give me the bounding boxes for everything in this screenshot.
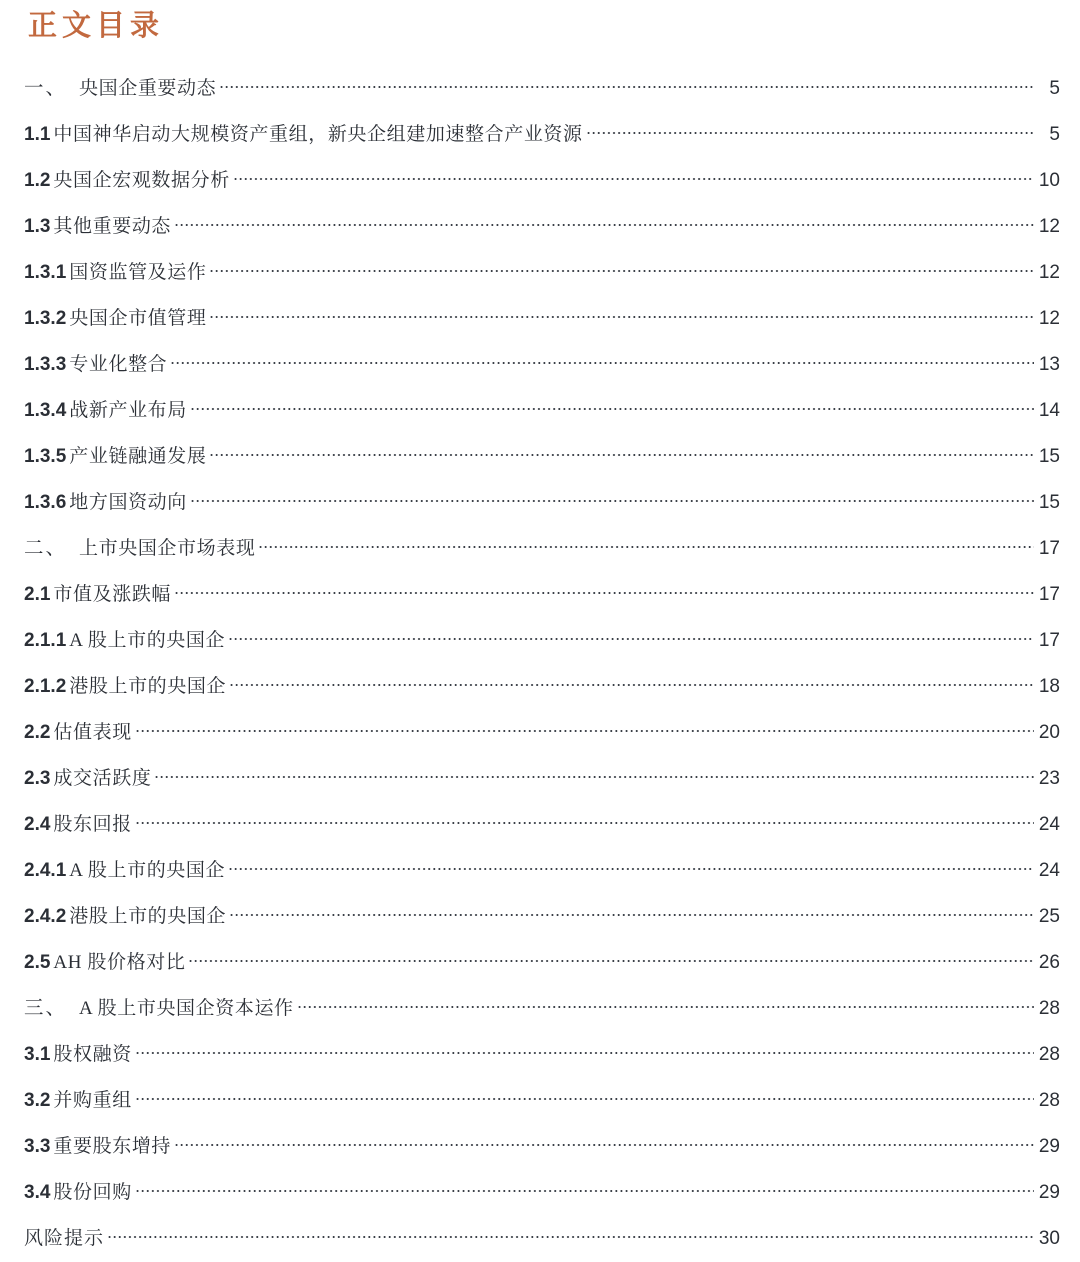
toc-entry-label (24, 158, 232, 204)
toc-entry-number: 2.4 (24, 814, 51, 835)
toc-entry-label (24, 1216, 106, 1262)
toc-entry-page-number: 28 (1038, 1090, 1060, 1111)
toc-entry-number: 2.1.2 (24, 676, 67, 697)
toc-entry[interactable] (24, 802, 1060, 848)
toc-entry[interactable] (24, 1216, 1060, 1262)
toc-entry-label (24, 296, 208, 342)
toc-entry-label (24, 434, 208, 480)
toc-dot-leader (209, 308, 1034, 324)
toc-entry-number: 2.3 (24, 768, 51, 789)
toc-dot-leader (228, 860, 1034, 876)
toc-dot-leader (154, 768, 1034, 784)
toc-entry[interactable] (24, 848, 1060, 894)
toc-entry-label (24, 894, 228, 940)
toc-entry-text: 央国企宏观数据分析 (53, 170, 230, 191)
toc-entry-number: 1.3.5 (24, 446, 67, 467)
toc-entry-text: 风险提示 (24, 1228, 105, 1249)
toc-entry-label (24, 664, 228, 710)
toc-entry-number: 3.2 (24, 1090, 51, 1111)
toc-entry-number: 1.3.2 (24, 308, 67, 329)
toc-entry-marker: 一、 (24, 78, 68, 99)
toc-dot-leader (219, 78, 1034, 94)
toc-entry[interactable] (24, 894, 1060, 940)
toc-entry-page-number: 13 (1038, 354, 1060, 375)
toc-entry-text: 并购重组 (53, 1090, 132, 1111)
toc-entry-label (24, 940, 187, 986)
toc-entry-text: 央国企市值管理 (69, 308, 207, 329)
toc-entry-label (24, 848, 227, 894)
toc-entry-text: 港股上市的央国企 (69, 676, 227, 697)
toc-entry-text: A 股上市央国企资本运作 (79, 998, 294, 1019)
toc-entry-page-number: 17 (1038, 630, 1060, 651)
toc-entry-text: A 股上市的央国企 (69, 860, 226, 881)
toc-dot-leader (229, 906, 1034, 922)
toc-entry[interactable] (24, 710, 1060, 756)
toc-entry-label (24, 756, 153, 802)
toc-entry-text: 股东回报 (53, 814, 132, 835)
toc-entry-number: 1.1 (24, 124, 51, 145)
toc-entry-page-number: 26 (1038, 952, 1060, 973)
toc-dot-leader (135, 1090, 1034, 1106)
toc-dot-leader (233, 170, 1034, 186)
toc-entry-page-number: 28 (1038, 1044, 1060, 1065)
toc-entry[interactable] (24, 1032, 1060, 1078)
toc-dot-leader (190, 400, 1034, 416)
toc-entry[interactable] (24, 434, 1060, 480)
toc-entry[interactable] (24, 66, 1060, 112)
toc-entry[interactable] (24, 526, 1060, 572)
toc-entry-page-number: 5 (1049, 78, 1060, 99)
toc-entry[interactable] (24, 342, 1060, 388)
toc-dot-leader (190, 492, 1034, 508)
toc-entry-page-number: 17 (1038, 538, 1060, 559)
toc-entry-page-number: 29 (1038, 1136, 1060, 1157)
toc-entry-number: 2.4.2 (24, 906, 67, 927)
toc-entry-number: 1.3 (24, 216, 51, 237)
toc-entry-text: AH 股价格对比 (53, 952, 186, 973)
toc-entry-label (24, 710, 134, 756)
toc-entry[interactable] (24, 1078, 1060, 1124)
toc-dot-leader (188, 952, 1034, 968)
toc-entry-text: A 股上市的央国企 (69, 630, 226, 651)
toc-entry-page-number: 30 (1038, 1228, 1060, 1249)
toc-entry-label (24, 388, 189, 434)
toc-entry-label (24, 618, 227, 664)
page-title: 正文目录 (28, 10, 165, 42)
toc-entry-page-number: 5 (1049, 124, 1060, 145)
toc-entry-text: 国资监管及运作 (69, 262, 207, 283)
toc-entry-text: 成交活跃度 (53, 768, 152, 789)
toc-entry[interactable] (24, 1124, 1060, 1170)
toc-entry-label (24, 572, 173, 618)
toc-entry[interactable] (24, 250, 1060, 296)
toc-entry-label (24, 66, 218, 112)
toc-entry-number: 1.2 (24, 170, 51, 191)
toc-entry-number: 2.2 (24, 722, 51, 743)
toc-dot-leader (258, 538, 1034, 554)
toc-entry-page-number: 15 (1038, 446, 1060, 467)
toc-entry-text: 央国企重要动态 (79, 78, 217, 99)
toc-entry-page-number: 28 (1038, 998, 1060, 1019)
toc-entry-label (24, 250, 208, 296)
toc-entry[interactable] (24, 204, 1060, 250)
toc-entry-text: 上市央国企市场表现 (79, 538, 256, 559)
toc-dot-leader (228, 630, 1034, 646)
toc-entry-page-number: 15 (1038, 492, 1060, 513)
toc-entry-number: 2.1.1 (24, 630, 67, 651)
toc-entry-label (24, 1032, 134, 1078)
table-of-contents (24, 66, 1060, 1262)
toc-entry-page-number: 20 (1038, 722, 1060, 743)
toc-entry-text: 产业链融通发展 (69, 446, 207, 467)
toc-entry-text: 股权融资 (53, 1044, 132, 1065)
toc-entry-page-number: 24 (1038, 860, 1060, 881)
toc-entry-label (24, 112, 585, 158)
toc-entry[interactable] (24, 618, 1060, 664)
toc-entry-text: 中国神华启动大规模资产重组，新央企组建加速整合产业资源 (53, 124, 583, 145)
toc-entry-label (24, 1170, 134, 1216)
toc-entry-label (24, 480, 189, 526)
toc-entry[interactable] (24, 756, 1060, 802)
toc-entry-marker: 三、 (24, 998, 68, 1019)
toc-dot-leader (174, 1136, 1034, 1152)
toc-dot-leader (174, 584, 1034, 600)
toc-entry-number: 2.1 (24, 584, 51, 605)
toc-entry-page-number: 18 (1038, 676, 1060, 697)
toc-entry-text: 其他重要动态 (53, 216, 172, 237)
toc-dot-leader (174, 216, 1034, 232)
toc-dot-leader (297, 998, 1034, 1014)
toc-entry[interactable] (24, 1170, 1060, 1216)
toc-entry[interactable] (24, 296, 1060, 342)
toc-entry-number: 1.3.1 (24, 262, 67, 283)
toc-dot-leader (586, 124, 1034, 140)
toc-entry-label (24, 802, 134, 848)
toc-entry-marker: 二、 (24, 538, 68, 559)
toc-entry-page-number: 10 (1038, 170, 1060, 191)
toc-entry-label (24, 526, 257, 572)
toc-entry-page-number: 29 (1038, 1182, 1060, 1203)
toc-dot-leader (135, 722, 1034, 738)
toc-entry-number: 3.3 (24, 1136, 51, 1157)
toc-entry-text: 市值及涨跌幅 (53, 584, 172, 605)
toc-entry-label (24, 1078, 134, 1124)
toc-entry-page-number: 12 (1038, 262, 1060, 283)
toc-entry-number: 2.4.1 (24, 860, 67, 881)
toc-entry-label (24, 342, 169, 388)
toc-entry-text: 专业化整合 (69, 354, 168, 375)
toc-entry-number: 1.3.3 (24, 354, 67, 375)
toc-dot-leader (229, 676, 1034, 692)
toc-entry-label (24, 204, 173, 250)
toc-entry-number: 3.1 (24, 1044, 51, 1065)
toc-entry-page-number: 12 (1038, 308, 1060, 329)
toc-entry-text: 地方国资动向 (69, 492, 187, 513)
toc-dot-leader (209, 446, 1034, 462)
toc-entry-page-number: 25 (1038, 906, 1060, 927)
toc-entry-label (24, 1124, 173, 1170)
toc-entry[interactable] (24, 112, 1060, 158)
toc-dot-leader (135, 814, 1034, 830)
toc-entry-page-number: 17 (1038, 584, 1060, 605)
toc-entry[interactable] (24, 664, 1060, 710)
toc-entry[interactable] (24, 940, 1060, 986)
toc-entry-page-number: 12 (1038, 216, 1060, 237)
toc-entry-page-number: 14 (1038, 400, 1060, 421)
toc-entry-page-number: 23 (1038, 768, 1060, 789)
toc-entry-text: 战新产业布局 (69, 400, 187, 421)
toc-entry-text: 股份回购 (53, 1182, 132, 1203)
toc-entry[interactable] (24, 158, 1060, 204)
toc-entry-number: 3.4 (24, 1182, 51, 1203)
toc-entry-text: 重要股东增持 (53, 1136, 172, 1157)
toc-entry-text: 港股上市的央国企 (69, 906, 227, 927)
toc-dot-leader (135, 1182, 1034, 1198)
toc-entry-number: 1.3.4 (24, 400, 67, 421)
toc-entry-text: 估值表现 (53, 722, 132, 743)
toc-entry[interactable] (24, 480, 1060, 526)
toc-entry-number: 1.3.6 (24, 492, 67, 513)
toc-dot-leader (170, 354, 1034, 370)
toc-dot-leader (135, 1044, 1034, 1060)
toc-entry[interactable] (24, 388, 1060, 434)
toc-entry[interactable] (24, 572, 1060, 618)
toc-entry-number: 2.5 (24, 952, 51, 973)
toc-entry-label (24, 986, 296, 1032)
toc-entry-page-number: 24 (1038, 814, 1060, 835)
toc-entry[interactable] (24, 986, 1060, 1032)
toc-dot-leader (107, 1228, 1034, 1244)
toc-dot-leader (209, 262, 1034, 278)
